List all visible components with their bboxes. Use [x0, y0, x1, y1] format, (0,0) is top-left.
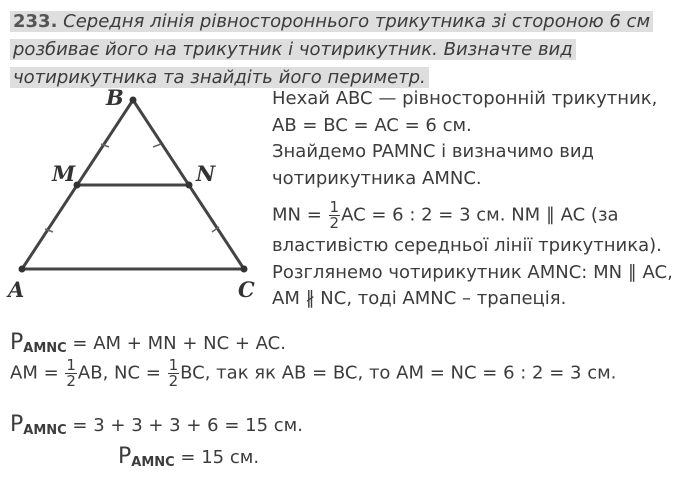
solution-line-1: Нехай ABC — рівносторонній трикутник, [272, 88, 658, 109]
point-c [241, 266, 248, 273]
problem-line-1: Середня лінія рівностороннього трикутника зі стороною 6 см [63, 11, 651, 32]
label-m: M [52, 161, 76, 186]
label-a: A [8, 277, 25, 302]
label-b: B [106, 85, 124, 110]
point-a [19, 266, 26, 273]
problem-number: 233. [13, 11, 58, 32]
solution-line-8: AM ∦ NC, тоді AMNC – трапеція. [272, 288, 567, 309]
tick-bn [153, 144, 161, 147]
label-n: N [196, 161, 216, 186]
problem-statement [10, 8, 680, 92]
solution-block [272, 86, 687, 313]
point-n [186, 182, 193, 189]
solution-line-2: AB = BC = AC = 6 см. [272, 114, 472, 136]
triangle-figure [0, 85, 270, 315]
solution-line-5: MN = $\frac{1}{2}$ AC = 6 : 2 = 3 см. NM ∥ AC (за [272, 198, 619, 232]
solution-line-4: чотирикутника AMNC. [272, 167, 482, 189]
point-b [130, 97, 137, 104]
perimeter-answer: $P_{AMNC} = 15$ см. [118, 444, 260, 470]
problem-highlight [10, 11, 653, 32]
perimeter-calculation: $P_{AMNC} = 3 + 3 + 3 + 6 = 15$ см. [10, 412, 303, 438]
problem-line-2: розбиває його на трикутник і чотирикутник. Визначте вид [10, 39, 576, 60]
fraction-half-am: $\frac{1}{2}$ [66, 356, 76, 390]
perimeter-formula: $P_{AMNC}$ = AM + MN + NC + AC. [10, 330, 286, 356]
solution-line-7: Розглянемо чотирикутник AMNC: MN ∥ AC, [272, 261, 673, 283]
label-c: C [238, 277, 255, 302]
solution-line-6: властивістю середньої лінії трикутника). [272, 235, 662, 256]
solution-line-3: Знайдемо PAMNC і визначимо вид [272, 141, 594, 162]
fraction-half-nc: $\frac{1}{2}$ [168, 356, 179, 390]
problem-line-3: чотирикутника та знайдіть його периметр. [10, 67, 429, 88]
side-lengths-line: AM = $\frac{1}{2}$ AB, NC = $\frac{1}{2}$ BC, так як AB = BC, то AM = NC = 6 : 2 = 3 см. [10, 356, 617, 390]
triangle-drawing [0, 85, 270, 315]
fraction-half: $\frac{1}{2}$ [329, 198, 340, 232]
